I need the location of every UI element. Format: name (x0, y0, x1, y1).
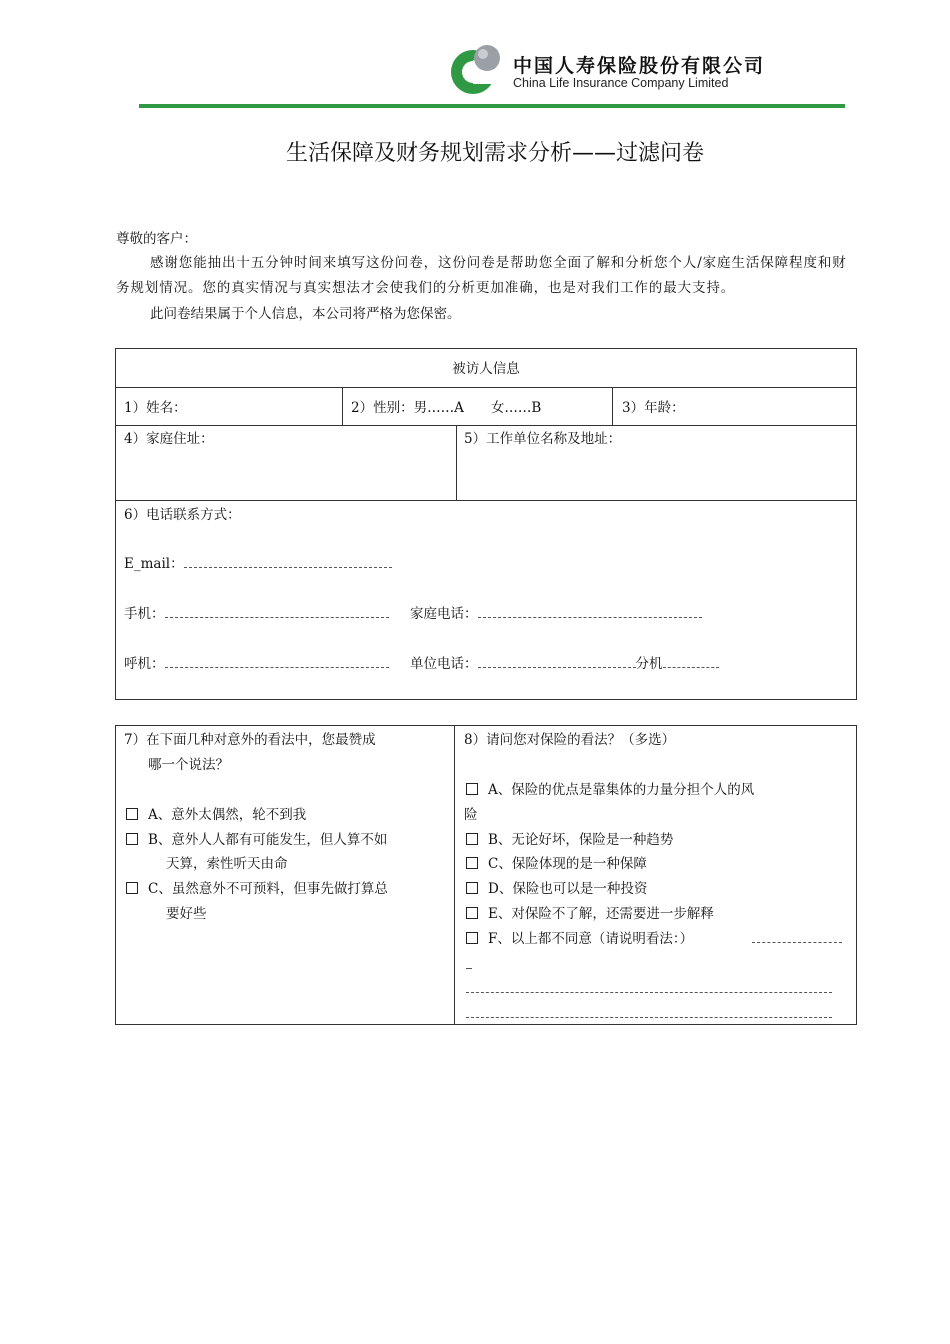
checkbox-icon[interactable] (466, 833, 478, 845)
q8-option-b-text: B、无论好坏，保险是一种趋势 (488, 832, 674, 848)
q8-option-e[interactable] (466, 902, 714, 927)
q8-other-line-2[interactable] (466, 968, 472, 969)
home-phone-label: 家庭电话： (410, 606, 478, 622)
work-unit-field[interactable]: 5）工作单位名称及地址： (464, 431, 622, 447)
q8-option-d[interactable] (466, 877, 647, 902)
checkbox-icon[interactable] (126, 808, 138, 820)
mobile-field[interactable] (124, 604, 389, 624)
q8-option-f-text: F、以上都不同意（请说明看法：） (488, 931, 694, 947)
q8-option-b[interactable] (466, 828, 673, 853)
checkbox-icon[interactable] (126, 882, 138, 894)
q8-option-f[interactable] (466, 927, 693, 952)
gender-field[interactable] (351, 398, 541, 418)
q8-option-a-cont: 险 (464, 807, 478, 823)
checkbox-icon[interactable] (466, 783, 478, 795)
page-title: 生活保障及财务规划需求分析——过滤问卷 (285, 141, 704, 166)
intro-paragraph: 感谢您能抽出十五分钟时间来填写这份问卷，这份问卷是帮助您全面了解和分析您个人/家庭生活保障程度和财务规划情况。您的真实情况与真实想法才会使我们的分析更加准确，也是对我们工作的最大支持。 (116, 255, 847, 296)
company-name-en: China Life Insurance Company Limited (513, 76, 729, 90)
q7-option-c[interactable] (126, 877, 388, 902)
company-name-cn: 中国人寿保险股份有限公司 (513, 55, 766, 77)
mobile-label: 手机： (124, 606, 165, 622)
q8-option-c-text: C、保险体现的是一种保障 (488, 856, 647, 872)
age-field[interactable]: 3）年龄： (622, 400, 685, 416)
work-phone-field[interactable] (410, 654, 719, 674)
gender-label: 2）性别： (351, 400, 414, 416)
checkbox-icon[interactable] (466, 907, 478, 919)
q8-option-e-text: E、对保险不了解，还需要进一步解释 (488, 906, 714, 922)
pager-label: 呼机： (124, 656, 165, 672)
q8-other-line-4[interactable] (466, 1017, 832, 1018)
q7-option-b-cont: 天算，索性听天由命 (166, 856, 288, 872)
q7-option-a[interactable] (126, 803, 306, 828)
questions-table (115, 725, 857, 1025)
name-field[interactable]: 1）姓名： (124, 400, 187, 416)
q8-option-d-text: D、保险也可以是一种投资 (488, 881, 648, 897)
china-life-logo-icon (449, 44, 501, 96)
q8-question: 8）请问您对保险的看法？（多选） (464, 732, 676, 748)
table-header: 被访人信息 (452, 361, 520, 377)
greeting: 尊敬的客户： (116, 231, 197, 247)
pager-field[interactable] (124, 654, 389, 674)
home-address-field[interactable]: 4）家庭住址： (124, 431, 214, 447)
checkbox-icon[interactable] (466, 932, 478, 944)
q8-option-a[interactable] (466, 778, 754, 803)
q7-option-c-text: C、虽然意外不可预料，但事先做打算总 (148, 881, 388, 897)
contact-label: 6）电话联系方式： (124, 507, 241, 523)
interviewee-table (115, 348, 857, 700)
q7-question-line1: 7）在下面几种对意外的看法中，您最赞成 (124, 732, 376, 748)
privacy-note: 此问卷结果属于个人信息，本公司将严格为您保密。 (150, 306, 461, 322)
home-phone-field[interactable] (410, 604, 702, 624)
q8-other-line-3[interactable] (466, 992, 832, 993)
q8-other-line-1[interactable] (752, 942, 842, 943)
checkbox-icon[interactable] (466, 882, 478, 894)
q7-option-a-text: A、意外太偶然，轮不到我 (148, 807, 307, 823)
extension-label: 分机 (635, 656, 663, 672)
work-phone-label: 单位电话： (410, 656, 478, 672)
q7-question-line2: 哪一个说法？ (148, 757, 229, 773)
q8-option-c[interactable] (466, 852, 647, 877)
q7-option-c-cont: 要好些 (166, 906, 207, 922)
checkbox-icon[interactable] (466, 857, 478, 869)
q7-option-b[interactable] (126, 828, 387, 853)
header-divider (139, 104, 845, 108)
q7-option-b-text: B、意外人人都有可能发生，但人算不如 (148, 832, 388, 848)
gender-options: 男……A 女……B (413, 400, 542, 416)
email-field[interactable] (124, 554, 392, 574)
q8-option-a-text: A、保险的优点是靠集体的力量分担个人的风 (488, 782, 755, 798)
checkbox-icon[interactable] (126, 833, 138, 845)
email-label: E_mail： (124, 556, 184, 572)
